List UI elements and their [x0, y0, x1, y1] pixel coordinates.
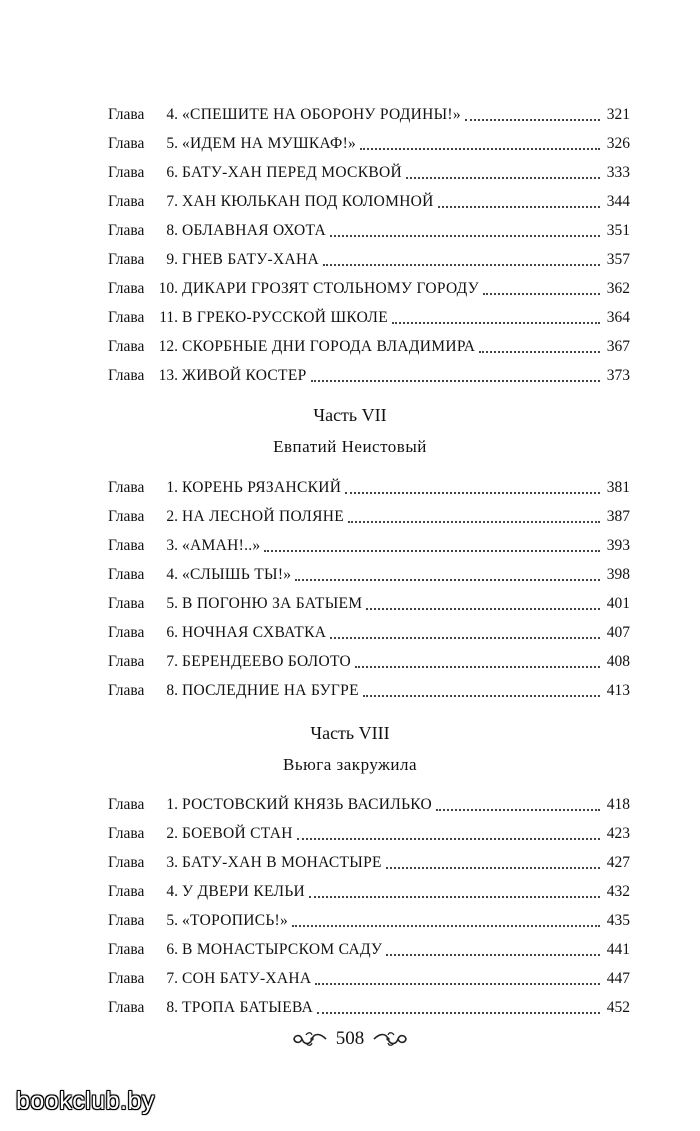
chapter-title: ХАН КЮЛЬКАН ПОД КОЛОМНОЙ — [182, 193, 434, 210]
chapter-label: Глава — [108, 309, 145, 326]
chapter-number: 1. — [166, 479, 178, 496]
leader-dots — [438, 205, 600, 208]
chapter-page-number: 418 — [606, 796, 630, 813]
leader-dots — [386, 866, 600, 869]
chapter-label: Глава — [108, 912, 145, 929]
leader-dots — [345, 491, 600, 494]
chapter-title: «ИДЕМ НА МУШКАФ!» — [182, 135, 357, 152]
chapter-page-number: 357 — [606, 251, 630, 268]
chapter-title: КОРЕНЬ РЯЗАНСКИЙ — [182, 479, 342, 496]
page-folio — [0, 1028, 700, 1050]
chapter-label: Глава — [108, 854, 145, 871]
chapter-label: Глава — [108, 566, 145, 583]
chapter-page-number: 364 — [606, 309, 630, 326]
toc-entry — [108, 676, 630, 705]
chapter-page-number: 432 — [606, 883, 630, 900]
leader-dots — [386, 953, 600, 956]
toc-entry — [108, 560, 630, 589]
chapter-label: Глава — [108, 653, 145, 670]
chapter-label: Глава — [108, 624, 145, 641]
toc-entry — [108, 303, 630, 332]
chapter-label: Глава — [108, 682, 145, 699]
toc-entry — [108, 361, 630, 390]
chapter-number: 6. — [166, 624, 178, 641]
chapter-page-number: 321 — [606, 106, 630, 123]
toc-part-8 — [108, 790, 630, 1022]
chapter-page-number: 344 — [606, 193, 630, 210]
toc-entry — [108, 848, 630, 877]
leader-dots — [330, 636, 600, 639]
chapter-number: 6. — [166, 164, 178, 181]
chapter-label: Глава — [108, 479, 145, 496]
chapter-label: Глава — [108, 796, 145, 813]
chapter-page-number: 351 — [606, 222, 630, 239]
chapter-label: Глава — [108, 135, 145, 152]
part-8-subtitle: Вьюга закружила — [282, 755, 417, 774]
chapter-number: 3. — [166, 537, 178, 554]
chapter-label: Глава — [108, 941, 145, 958]
chapter-page-number: 452 — [606, 999, 630, 1016]
chapter-number: 11. — [159, 309, 178, 326]
chapter-page-number: 427 — [606, 854, 630, 871]
chapter-number: 7. — [166, 193, 178, 210]
leader-dots — [323, 263, 600, 266]
chapter-page-number: 401 — [606, 595, 630, 612]
chapter-label: Глава — [108, 164, 145, 181]
toc-entry — [108, 906, 630, 935]
leader-dots — [483, 292, 600, 295]
leader-dots — [315, 982, 600, 985]
toc-entry — [108, 332, 630, 361]
chapter-number: 1. — [166, 796, 178, 813]
chapter-number: 5. — [166, 912, 178, 929]
chapter-title: НОЧНАЯ СХВАТКА — [182, 624, 327, 641]
leader-dots — [309, 895, 600, 898]
chapter-title: БАТУ-ХАН ПЕРЕД МОСКВОЙ — [182, 164, 402, 181]
chapter-number: 6. — [166, 941, 178, 958]
chapter-title: РОСТОВСКИЙ КНЯЗЬ ВАСИЛЬКО — [182, 796, 433, 813]
chapter-page-number: 407 — [606, 624, 630, 641]
toc-entry — [108, 935, 630, 964]
flourish-ornament-icon — [372, 1030, 408, 1048]
leader-dots — [355, 665, 600, 668]
chapter-number: 10. — [158, 280, 178, 297]
toc-section-continued — [108, 100, 630, 390]
chapter-label: Глава — [108, 883, 145, 900]
chapter-label: Глава — [108, 970, 145, 987]
toc-entry — [108, 216, 630, 245]
chapter-label: Глава — [108, 193, 145, 210]
chapter-title: У ДВЕРИ КЕЛЬИ — [182, 883, 306, 900]
chapter-label: Глава — [108, 825, 145, 842]
toc-part-7 — [108, 473, 630, 705]
chapter-title: В ГРЕКО-РУССКОЙ ШКОЛЕ — [182, 309, 388, 326]
chapter-page-number: 447 — [606, 970, 630, 987]
toc-entry — [108, 158, 630, 187]
chapter-number: 4. — [166, 566, 178, 583]
chapter-number: 3. — [166, 854, 178, 871]
chapter-title: ЖИВОЙ КОСТЕР — [182, 367, 307, 384]
chapter-page-number: 367 — [606, 338, 630, 355]
toc-entry — [108, 187, 630, 216]
chapter-label: Глава — [108, 106, 145, 123]
chapter-page-number: 333 — [606, 164, 630, 181]
toc-entry — [108, 647, 630, 676]
chapter-number: 8. — [166, 999, 178, 1016]
chapter-number: 7. — [166, 653, 178, 670]
leader-dots — [317, 1011, 600, 1014]
chapter-title: «СПЕШИТЕ НА ОБОРОНУ РОДИНЫ!» — [182, 106, 461, 123]
chapter-number: 4. — [166, 106, 178, 123]
part-7-header — [0, 402, 700, 460]
page-number: 508 — [335, 1028, 365, 1049]
leader-dots — [297, 837, 600, 840]
chapter-title: ГНЕВ БАТУ-ХАНА — [182, 251, 319, 268]
chapter-title: ПОСЛЕДНИЕ НА БУГРЕ — [182, 682, 359, 699]
chapter-title: СКОРБНЫЕ ДНИ ГОРОДА ВЛАДИМИРА — [182, 338, 476, 355]
chapter-number: 13. — [158, 367, 178, 384]
toc-entry — [108, 790, 630, 819]
part-8-header — [0, 720, 700, 778]
leader-dots — [465, 118, 600, 121]
chapter-title: ОБЛАВНАЯ ОХОТА — [182, 222, 327, 239]
leader-dots — [360, 147, 600, 150]
leader-dots — [264, 549, 600, 552]
chapter-label: Глава — [108, 508, 145, 525]
chapter-page-number: 362 — [606, 280, 630, 297]
chapter-page-number: 387 — [606, 508, 630, 525]
chapter-title: «ТОРОПИСЬ!» — [182, 912, 289, 929]
chapter-label: Глава — [108, 595, 145, 612]
chapter-title: НА ЛЕСНОЙ ПОЛЯНЕ — [182, 508, 344, 525]
leader-dots — [436, 808, 600, 811]
chapter-page-number: 393 — [606, 537, 630, 554]
leader-dots — [311, 379, 600, 382]
leader-dots — [392, 321, 600, 324]
toc-entry — [108, 245, 630, 274]
chapter-number: 7. — [166, 970, 178, 987]
flourish-ornament-icon — [292, 1030, 328, 1048]
chapter-page-number: 441 — [606, 941, 630, 958]
toc-entry — [108, 502, 630, 531]
chapter-number: 5. — [166, 595, 178, 612]
chapter-title: ДИКАРИ ГРОЗЯТ СТОЛЬНОМУ ГОРОДУ — [182, 280, 479, 297]
chapter-label: Глава — [108, 999, 145, 1016]
chapter-page-number: 435 — [606, 912, 630, 929]
chapter-title: СОН БАТУ-ХАНА — [182, 970, 312, 987]
chapter-title: «АМАН!..» — [182, 537, 261, 554]
chapter-label: Глава — [108, 251, 145, 268]
part-7-subtitle: Евпатий Неистовый — [273, 437, 427, 456]
toc-entry — [108, 129, 630, 158]
chapter-page-number: 381 — [606, 479, 630, 496]
chapter-number: 5. — [166, 135, 178, 152]
chapter-title: В ПОГОНЮ ЗА БАТЫЕМ — [182, 595, 363, 612]
leader-dots — [363, 694, 600, 697]
chapter-title: ТРОПА БАТЫЕВА — [182, 999, 314, 1016]
toc-entry — [108, 877, 630, 906]
toc-entry — [108, 473, 630, 502]
chapter-number: 8. — [166, 682, 178, 699]
chapter-title: БЕРЕНДЕЕВО БОЛОТО — [182, 653, 352, 670]
chapter-page-number: 408 — [606, 653, 630, 670]
toc-entry — [108, 993, 630, 1022]
chapter-number: 4. — [166, 883, 178, 900]
toc-entry — [108, 274, 630, 303]
chapter-page-number: 373 — [606, 367, 630, 384]
chapter-number: 2. — [166, 825, 178, 842]
chapter-label: Глава — [108, 338, 145, 355]
leader-dots — [330, 234, 600, 237]
leader-dots — [406, 176, 600, 179]
toc-entry — [108, 964, 630, 993]
leader-dots — [479, 350, 600, 353]
chapter-title: «СЛЫШЬ ТЫ!» — [182, 566, 292, 583]
leader-dots — [348, 520, 600, 523]
toc-entry — [108, 618, 630, 647]
chapter-page-number: 423 — [606, 825, 630, 842]
chapter-number: 2. — [166, 508, 178, 525]
chapter-number: 9. — [166, 251, 178, 268]
leader-dots — [292, 924, 600, 927]
chapter-label: Глава — [108, 537, 145, 554]
toc-entry — [108, 531, 630, 560]
leader-dots — [366, 607, 600, 610]
chapter-title: БОЕВОЙ СТАН — [182, 825, 293, 842]
chapter-label: Глава — [108, 222, 145, 239]
site-watermark: bookclub.by — [16, 1087, 155, 1115]
chapter-title: В МОНАСТЫРСКОМ САДУ — [182, 941, 383, 958]
chapter-page-number: 398 — [606, 566, 630, 583]
chapter-number: 8. — [166, 222, 178, 239]
chapter-page-number: 326 — [606, 135, 630, 152]
toc-entry — [108, 819, 630, 848]
toc-entry — [108, 100, 630, 129]
chapter-label: Глава — [108, 367, 145, 384]
part-8-title: Часть VIII — [310, 723, 390, 743]
chapter-title: БАТУ-ХАН В МОНАСТЫРЕ — [182, 854, 382, 871]
chapter-label: Глава — [108, 280, 145, 297]
chapter-number: 12. — [158, 338, 178, 355]
part-7-title: Часть VII — [313, 405, 387, 425]
leader-dots — [295, 578, 600, 581]
toc-entry — [108, 589, 630, 618]
chapter-page-number: 413 — [606, 682, 630, 699]
